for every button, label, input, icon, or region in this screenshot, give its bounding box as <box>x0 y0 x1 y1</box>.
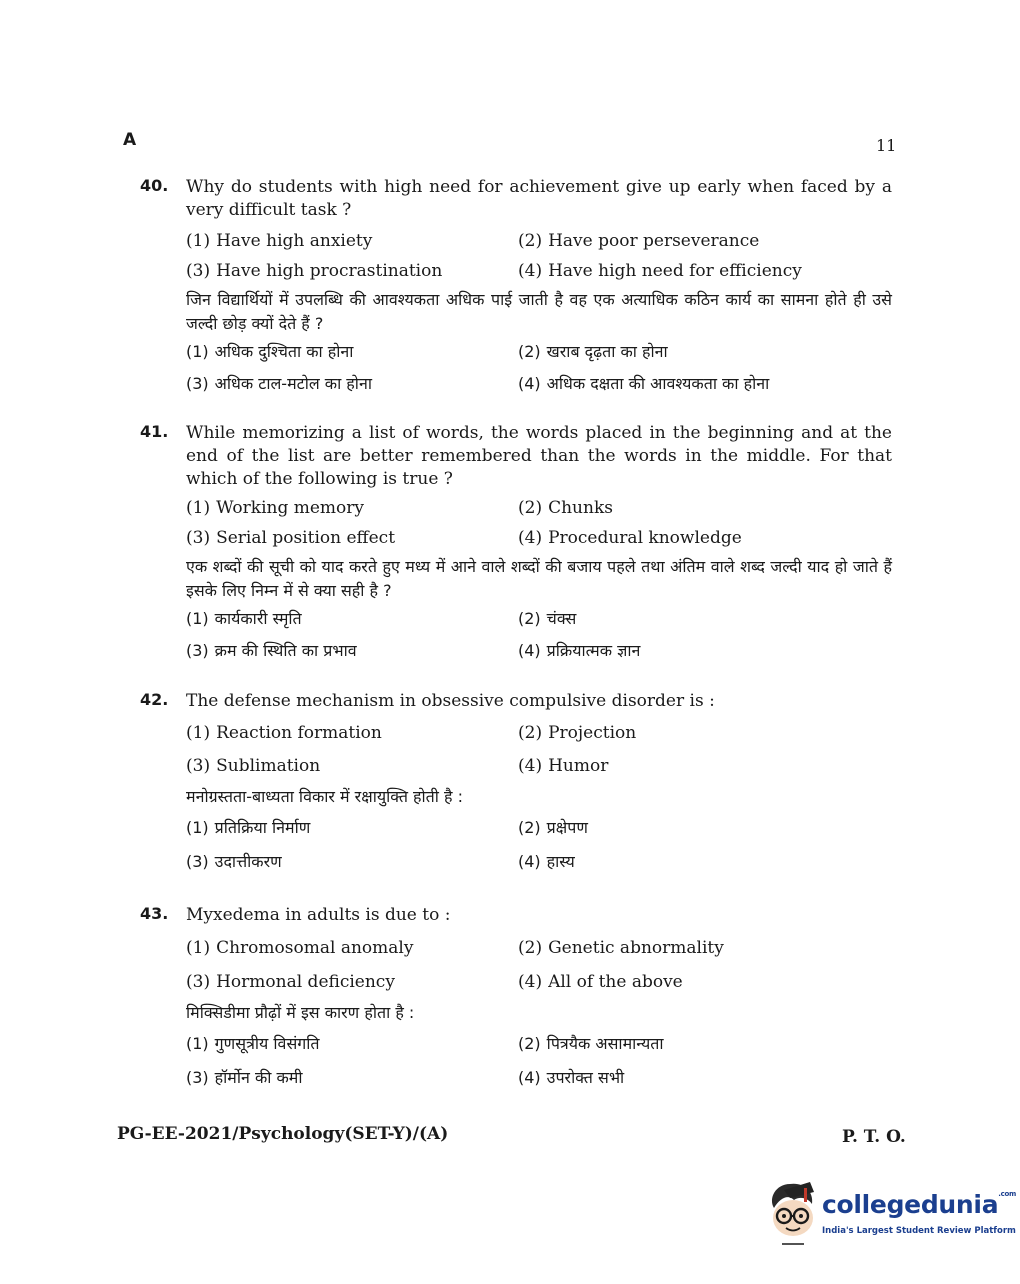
options-hi <box>186 336 892 400</box>
option-4-hi: (4) हास्य <box>518 852 575 871</box>
option-1-hi: (1) गुणसूत्रीय विसंगति <box>186 1034 320 1053</box>
question-text-hi: जिन विद्यार्थियों में उपलब्धि की आवश्यकता अधिक पाई जाती है वह एक अत्याधिक कठिन कार्य का सामना होते ही उसे जल्दी छोड़ क्यों देते हैं ? <box>186 290 892 333</box>
option-3: (3) Serial position effect <box>186 528 396 548</box>
options-en <box>186 226 892 286</box>
option-2: (2) Have poor perseverance <box>518 231 760 251</box>
option-2: (2) Chunks <box>518 498 613 518</box>
option-2: (2) Projection <box>518 723 637 743</box>
options-en <box>186 931 892 999</box>
question-text-hi: एक शब्दों की सूची को याद करते हुए मध्य में आने वाले शब्दों की बजाय पहले तथा अंतिम वाले शब्द जल्दी याद हो जाते हैं इसके लिए निम्न में से क्या सही है ? <box>186 557 892 600</box>
option-1-hi: (1) अधिक दुश्चिता का होना <box>186 342 354 361</box>
option-1-hi: (1) प्रतिक्रिया निर्माण <box>186 818 311 837</box>
option-3: (3) Hormonal deficiency <box>186 972 395 992</box>
option-4-hi: (4) अधिक दक्षता की आवश्यकता का होना <box>518 374 770 393</box>
option-3: (3) Have high procrastination <box>186 261 443 281</box>
option-2-hi: (2) पित्रयैक असामान्यता <box>518 1034 664 1053</box>
question-40 <box>140 176 892 400</box>
page-number: 11 <box>876 136 897 155</box>
option-2-hi: (2) खराब दृढ़ता का होना <box>518 342 668 361</box>
option-2-hi: (2) प्रक्षेपण <box>518 818 588 837</box>
option-1: (1) Reaction formation <box>186 723 382 743</box>
option-1-hi: (1) कार्यकारी स्मृति <box>186 609 302 628</box>
question-number: 42. <box>140 690 169 709</box>
options-hi <box>186 603 892 667</box>
paper-code: PG-EE-2021/Psychology(SET-Y)/(A) <box>117 1124 449 1144</box>
pto-label: P. T. O. <box>842 1127 906 1147</box>
question-text-en: Why do students with high need for achievement give up early when faced by a very difficult task ? <box>186 177 892 220</box>
options-hi <box>186 1027 892 1095</box>
question-43 <box>140 904 892 1095</box>
question-text-hi: मनोग्रस्तता-बाध्यता विकार में रक्षायुक्ति होती है : <box>186 787 464 806</box>
option-4: (4) All of the above <box>518 972 683 992</box>
option-3-hi: (3) क्रम की स्थिति का प्रभाव <box>186 641 357 660</box>
option-4-hi: (4) उपरोक्त सभी <box>518 1068 625 1087</box>
option-1: (1) Have high anxiety <box>186 231 373 251</box>
option-4: (4) Procedural knowledge <box>518 528 742 548</box>
set-letter: A <box>123 130 137 150</box>
question-41 <box>140 422 892 667</box>
question-number: 40. <box>140 176 169 195</box>
question-text-en: While memorizing a list of words, the words placed in the beginning and at the end of the list are better remembered than the words in the middle. For that which of the following is true ? <box>186 423 892 489</box>
options-hi <box>186 811 892 879</box>
option-3-hi: (3) अधिक टाल-मटोल का होना <box>186 374 372 393</box>
option-3: (3) Sublimation <box>186 756 321 776</box>
options-en <box>186 717 892 783</box>
question-number: 43. <box>140 904 169 923</box>
brand-name: collegedunia$^{.com}$ <box>822 1190 1016 1219</box>
question-text-hi: मिक्सिडीमा प्रौढ़ों में इस कारण होता है : <box>186 1003 415 1022</box>
option-4: (4) Have high need for efficiency <box>518 261 802 281</box>
option-1: (1) Working memory <box>186 498 365 518</box>
brand-tagline: India's Largest Student Review Platform <box>822 1226 1016 1236</box>
question-number: 41. <box>140 422 169 441</box>
options-en <box>186 493 892 553</box>
option-3-hi: (3) हॉर्मोन की कमी <box>186 1068 303 1087</box>
option-4: (4) Humor <box>518 756 609 776</box>
question-42 <box>140 690 892 879</box>
option-3-hi: (3) उदात्तीकरण <box>186 852 282 871</box>
option-2: (2) Genetic abnormality <box>518 938 724 958</box>
collegedunia-watermark <box>764 1178 1016 1258</box>
option-2-hi: (2) चंक्स <box>518 609 577 628</box>
option-1: (1) Chromosomal anomaly <box>186 938 414 958</box>
mascot-icon <box>764 1178 822 1254</box>
option-4-hi: (4) प्रक्रियात्मक ज्ञान <box>518 641 641 660</box>
question-text-en: Myxedema in adults is due to : <box>186 905 451 925</box>
question-text-en: The defense mechanism in obsessive compulsive disorder is : <box>186 691 715 711</box>
